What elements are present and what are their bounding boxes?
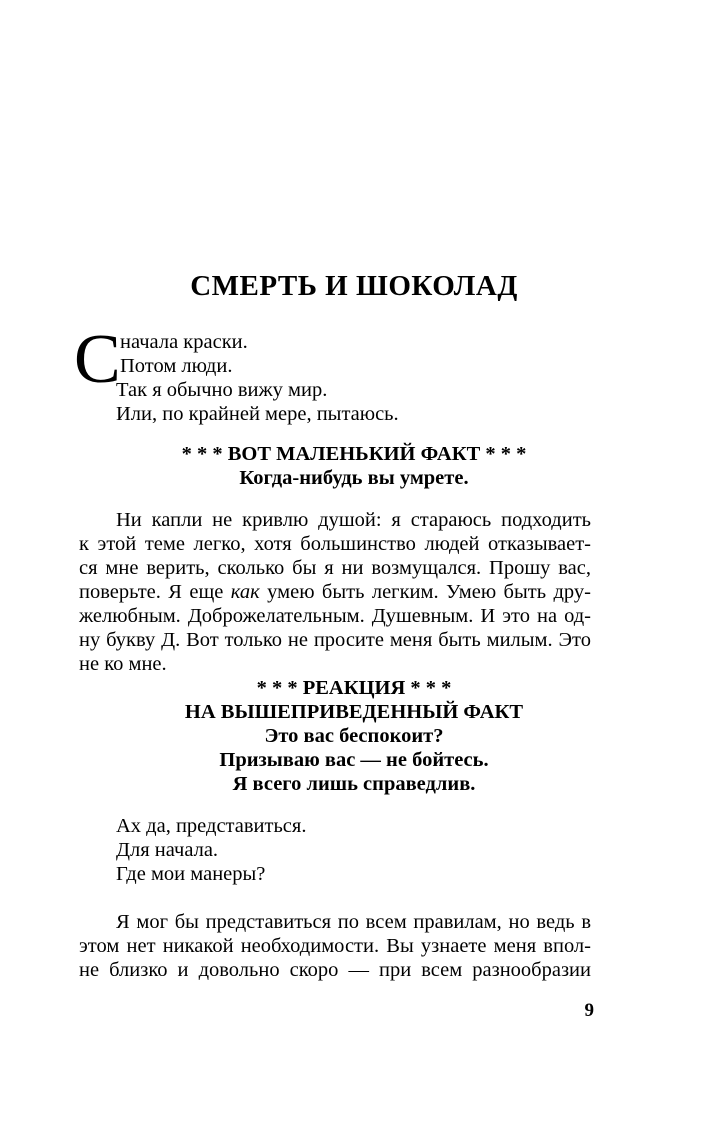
page-number: 9	[584, 1000, 594, 1021]
drop-cap: С	[74, 321, 121, 398]
paragraph-line: желюбным. Доброжелательным. Душевным. И это на од-	[79, 605, 591, 627]
paragraph-line: этом нет никакой необходимости. Вы узнаете меня впол-	[79, 935, 591, 957]
paragraph-line	[79, 580, 591, 604]
intro-line: Так я обычно вижу мир.	[116, 379, 328, 401]
intro-line: Потом люди.	[120, 355, 233, 377]
paragraph-text: поверьте. Я еще	[79, 581, 231, 603]
paragraph-line: к этой теме легко, хотя большинство людей отказывает-	[79, 533, 591, 555]
manners-line: Для начала.	[116, 839, 219, 861]
intro-line: Или, по крайней мере, пытаюсь.	[116, 403, 399, 425]
paragraph-line: не близко и довольно скоро — при всем разнообразии	[79, 959, 591, 981]
paragraph-line: не ко мне.	[79, 653, 167, 675]
paragraph-text: умею быть легким. Умею быть дру-	[259, 581, 591, 603]
reaction-line: Я всего лишь справедлив.	[232, 773, 476, 795]
chapter-title: СМЕРТЬ И ШОКОЛАД	[190, 270, 518, 302]
reaction-heading: НА ВЫШЕПРИВЕДЕННЫЙ ФАКТ	[184, 701, 524, 723]
paragraph-line: Ни капли не кривлю душой: я стараюсь подходить	[116, 509, 591, 531]
paragraph-line: ну букву Д. Вот только не просите меня быть милым. Это	[79, 629, 591, 651]
paragraph-line: Я мог бы представиться по всем правилам, но ведь в	[116, 911, 591, 933]
fact-heading: * * * ВОТ МАЛЕНЬКИЙ ФАКТ * * *	[181, 443, 527, 465]
reaction-line: Это вас беспокоит?	[264, 725, 444, 747]
manners-line: Ах да, представиться.	[116, 815, 307, 837]
manners-line: Где мои манеры?	[116, 863, 266, 885]
intro-line: начала краски.	[120, 331, 248, 353]
reaction-line: Призываю вас — не бойтесь.	[219, 749, 489, 771]
reaction-heading: * * * РЕАКЦИЯ * * *	[256, 677, 452, 699]
italic-word: как	[230, 581, 260, 603]
fact-subheading: Когда-нибудь вы умрете.	[239, 467, 469, 489]
paragraph-line: ся мне верить, сколько бы я ни возмущался. Прошу вас,	[79, 557, 591, 579]
